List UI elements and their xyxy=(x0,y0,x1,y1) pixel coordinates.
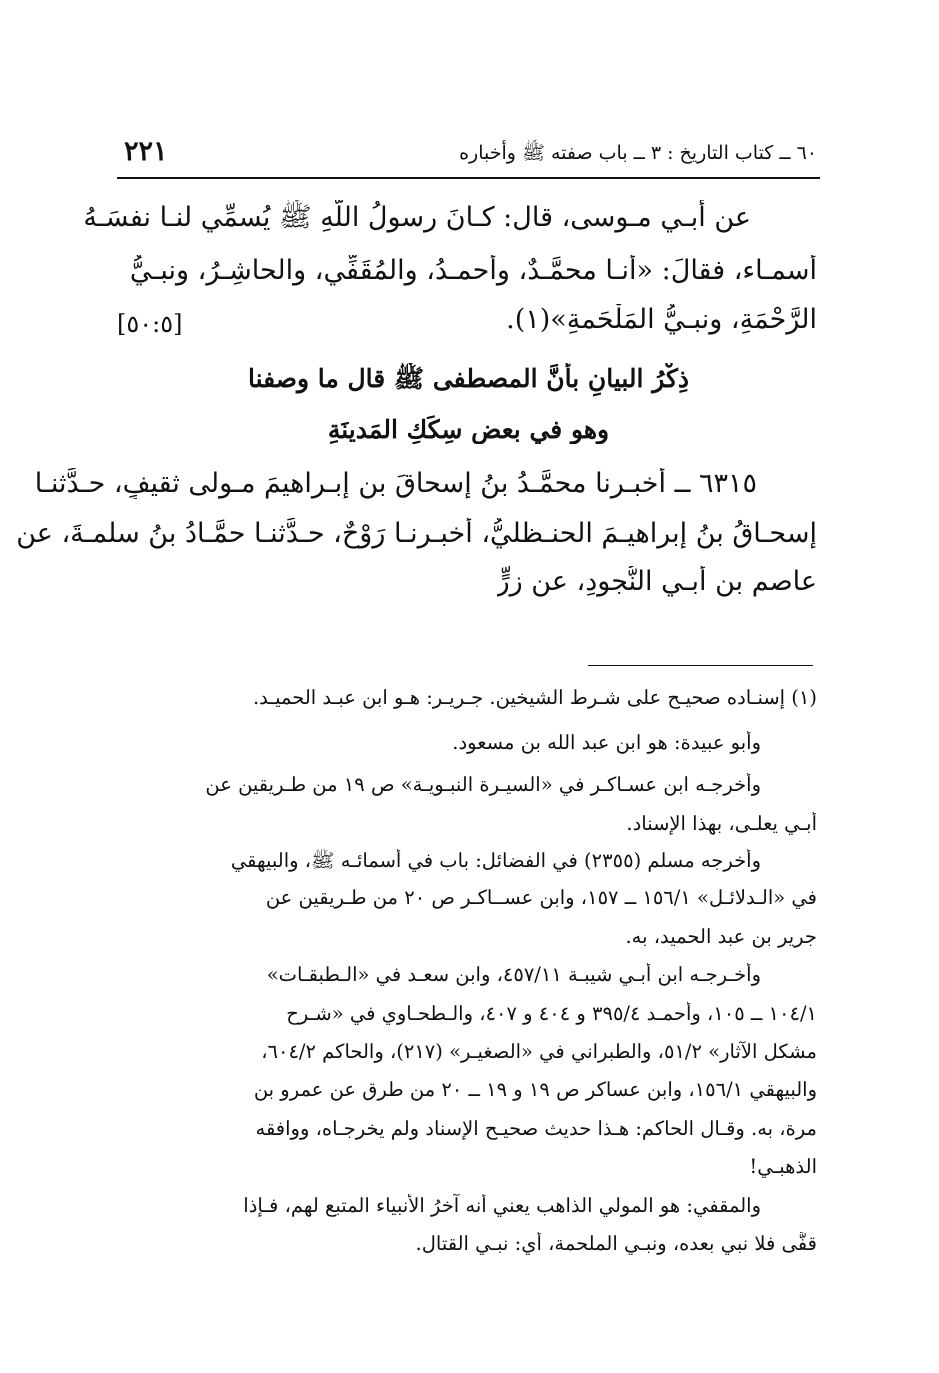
chapter-heading-line-2: وهو في بعضِ سِكَكِ المَدينَةِ xyxy=(327,415,610,444)
hadith-text-line-1: عن أبـي مـوسى، قال: كـانَ رسولُ اللّهِ ﷺ يُسمِّي لنـا نفسَـهُ xyxy=(83,202,751,233)
hadith-reference: [٥٠:٥] xyxy=(117,310,183,338)
chapter-heading-line-1: ذِكْرُ البيانِ بأنَّ المصطفى ﷺ قال ما وصفنا xyxy=(247,364,690,393)
footnote-line-9: ١٠٤/١ ــ ١٠٥، وأحمـد ٣٩٥/٤ و ٤٠٤ و ٤٠٧، والـطحـاوي في «شـرح xyxy=(286,1002,817,1025)
footnote-line-15: قفَّى فلا نبي بعده، ونبـي الملحمة، أي: نبـي القتال. xyxy=(415,1232,817,1255)
footnote-line-4: أبـي يعلـى، بهذا الإسناد. xyxy=(626,812,817,835)
running-header-title: ٦٠ ــ كتاب التاريخ : ٣ ــ باب صفته ﷺ وأخباره xyxy=(459,142,817,164)
page-number: ٢٢١ xyxy=(124,136,168,167)
footnote-line-13: الذهبـي! xyxy=(749,1155,817,1178)
footnote-line-2: وأبو عبيدة: هو ابن عبد الله بن مسعود. xyxy=(452,731,761,754)
footnote-line-6: في «الـدلائـل» ١٥٦/١ ــ ١٥٧، وابن عســاكـر ص ٢٠ من طـريقين عن xyxy=(265,886,817,909)
footnote-line-14: والمقفي: هو المولي الذاهب يعني أنه آخرُ الأنبياء المتبع لهم، فـإذا xyxy=(243,1194,761,1217)
footnote-line-8: وأخـرجـه ابن أبـي شيبـة ٤٥٧/١١، وابن سعـد في «الـطبقـات» xyxy=(266,963,761,986)
hadith-6315-line-3: عاصمِ بنِ أبـي النُّجودِ، عن زِرٍّ xyxy=(496,566,817,597)
hadith-6315-line-1: ٦٣١٥ ــ أخبـرنا محمَّـدُ بنُ إسحاقَ بنِ إبـراهيمَ مـولى ثقيفٍ، حـدَّثنـا xyxy=(34,468,757,499)
footnote-line-10: مشكل الآثار» ٥١/٢، والطبراني في «الصغيـر» (٢١٧)، والحاكم ٦٠٤/٢، xyxy=(261,1040,817,1063)
footnote-separator xyxy=(588,665,813,666)
footnote-line-5: وأخرجه مسلم (٢٣٥٥) في الفضائل: باب في أسمائـه ﷺ، والبيهقي xyxy=(230,849,761,872)
footnote-line-1: (١) إسنـاده صحيـح على شـرط الشيخين. جـريـر: هـو ابن عبـد الحميـد. xyxy=(252,686,817,709)
hadith-6315-line-2: إسحـاقُ بنُ إبراهيـمَ الحنـظليُّ، أخبـرنـا رَوْحٌ، حـدَّثنـا حمَّـادُ بنُ سلمـةَ، عن xyxy=(16,518,817,549)
hadith-text-line-2: أسمـاء، فقالَ: «أنـا محمَّـدٌ، وأحمـدُ، والمُقَفِّي، والحاشِـرُ، ونبـيُّ xyxy=(129,255,817,286)
footnote-line-11: والبيهقي ١٥٦/١، وابن عساكر ص ١٩ و ١٩ ــ ٢٠ من طرق عن عمرو بن xyxy=(253,1078,817,1101)
footnote-line-7: جرير بن عبد الحميد، به. xyxy=(625,925,817,948)
hadith-text-line-3: الرَّحْمَةِ، ونبـيُّ المَلْحَمةِ»(١). xyxy=(506,304,817,335)
footnote-line-3: وأخرجـه ابن عسـاكـر في «السيـرة النبـويـة» ص ١٩ من طـريقين عن xyxy=(205,773,761,796)
header-divider xyxy=(117,177,820,179)
footnote-line-12: مرة، به. وقـال الحاكم: هـذا حديث صحيـح الإسناد ولم يخرجـاه، ووافقه xyxy=(255,1117,817,1140)
